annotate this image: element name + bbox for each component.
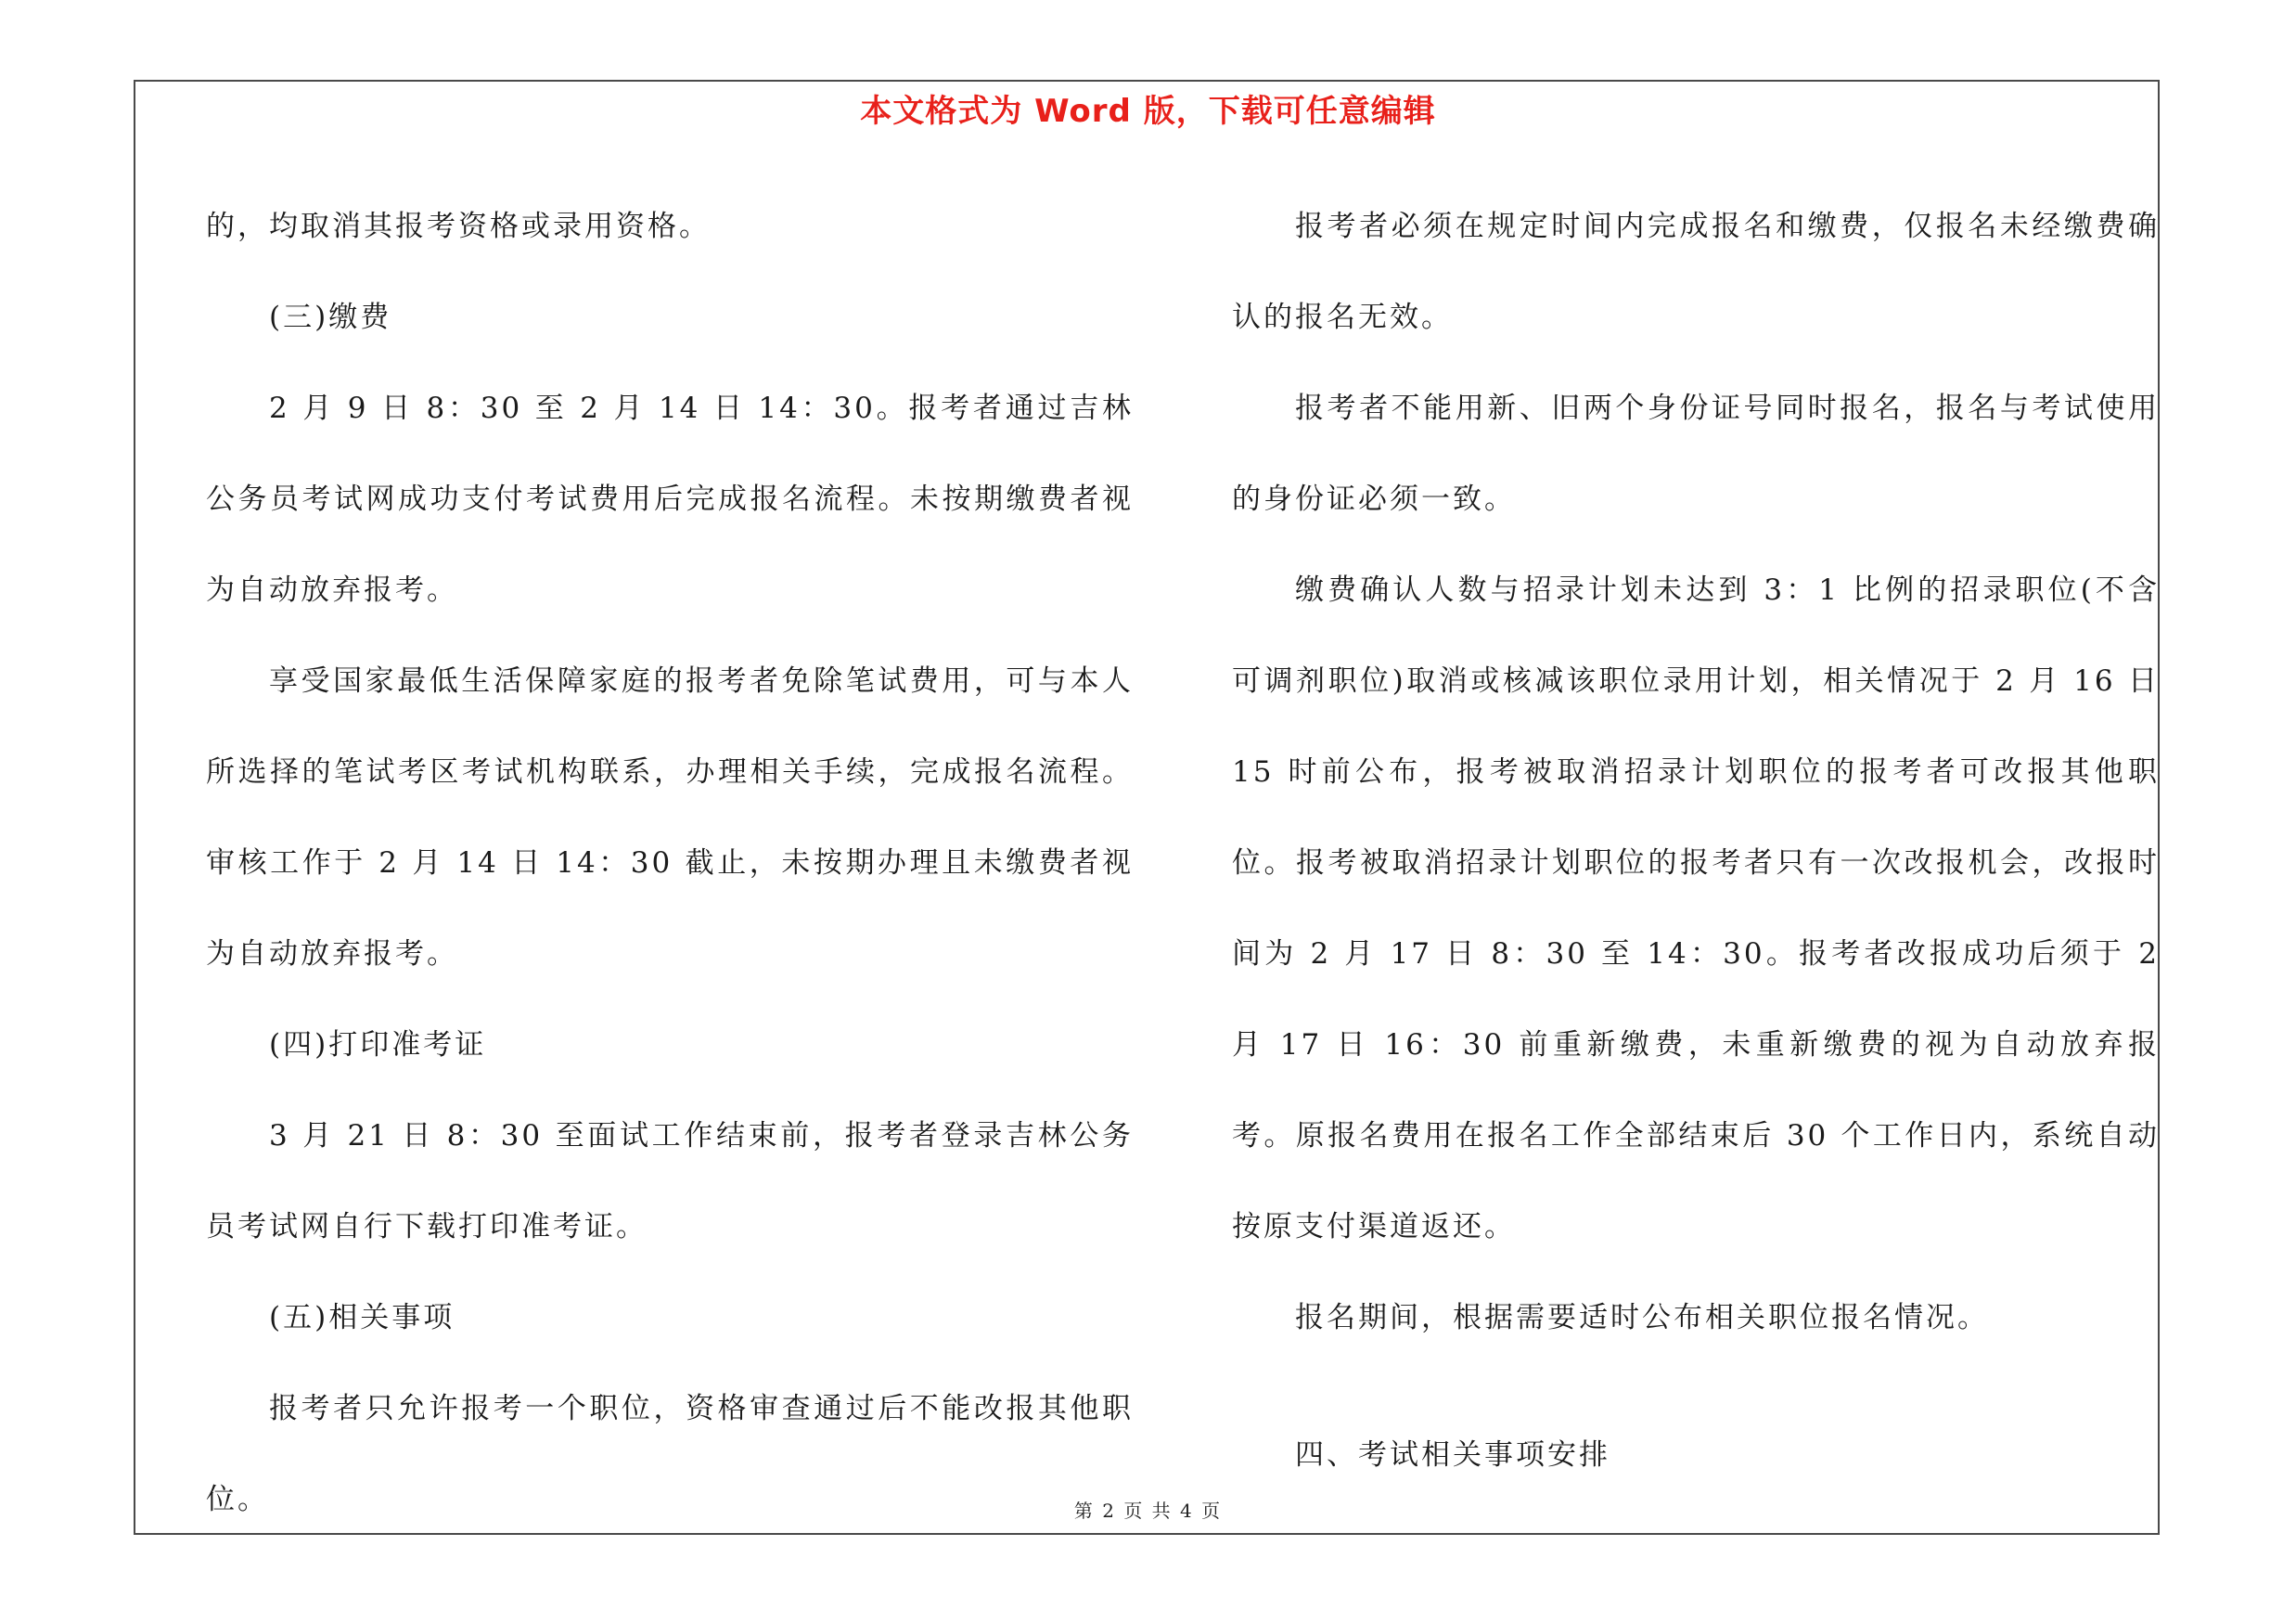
section-heading-payment: (三)缴费 — [269, 301, 392, 334]
paragraph-payment-period: 2 月 9 日 8：30 至 2 月 14 日 14：30。报考者通过吉林公务员考试网成功支付考试费用后完成报名流程。未按期缴费者视为自动放弃报考。 — [206, 392, 1134, 607]
paragraph-gap — [1232, 1363, 2160, 1410]
paragraph-fee-exemption: 享受国家最低生活保障家庭的报考者免除笔试费用，可与本人所选择的笔试考区考试机构联系，办理相关手续，完成报名流程。审核工作于 2 月 14 日 14：30 截止，未按期办理且未缴费者视为自动放弃报考。 — [206, 664, 1134, 971]
section-heading-exam-arrangements: 四、考试相关事项安排 — [1295, 1438, 1610, 1472]
paragraph-admission-ticket: 3 月 21 日 8：30 至面试工作结束前，报考者登录吉林公务员考试网自行下载打印准考证。 — [206, 1119, 1134, 1243]
paragraph-announcement: 报名期间，根据需要适时公布相关职位报名情况。 — [1295, 1301, 1989, 1334]
left-text-column — [206, 181, 1134, 1545]
paragraph-id-card: 报考者不能用新、旧两个身份证号同时报名，报名与考试使用的身份证必须一致。 — [1232, 392, 2160, 516]
paragraph-single-position: 报考者只允许报考一个职位，资格审查通过后不能改报其他职位。 — [206, 1392, 1134, 1516]
paragraph-ratio-rules: 缴费确认人数与招录计划未达到 3：1 比例的招录职位(不含可调剂职位)取消或核减该职位录用计划，相关情况于 2 月 16 日 15 时前公布，报考被取消招录计划职位的报考者可改报其他职位。报考被取消招录计划职位的报考者只有一次改报机会，改报时间为 2 月 17 日 8：30 至 14：30。报考者改报成功后须于 2 月 17 日 16：30 前重新缴费，未重新缴费的视为自动放弃报考。原报名费用在报名工作全部结束后 30 个工作日内，系统自动按原支付渠道返还。 — [1232, 573, 2160, 1243]
paragraph-continuation: 的，均取消其报考资格或录用资格。 — [206, 210, 711, 243]
page-number-footer: 第 2 页 共 4 页 — [1073, 1500, 1223, 1522]
word-format-banner: 本文格式为 Word 版，下载可任意编辑 — [860, 93, 1436, 130]
right-text-column — [1232, 181, 2160, 1501]
section-heading-related-matters: (五)相关事项 — [269, 1301, 455, 1334]
section-heading-admission-ticket: (四)打印准考证 — [269, 1028, 487, 1062]
paragraph-registration-deadline: 报考者必须在规定时间内完成报名和缴费，仅报名未经缴费确认的报名无效。 — [1232, 210, 2160, 334]
